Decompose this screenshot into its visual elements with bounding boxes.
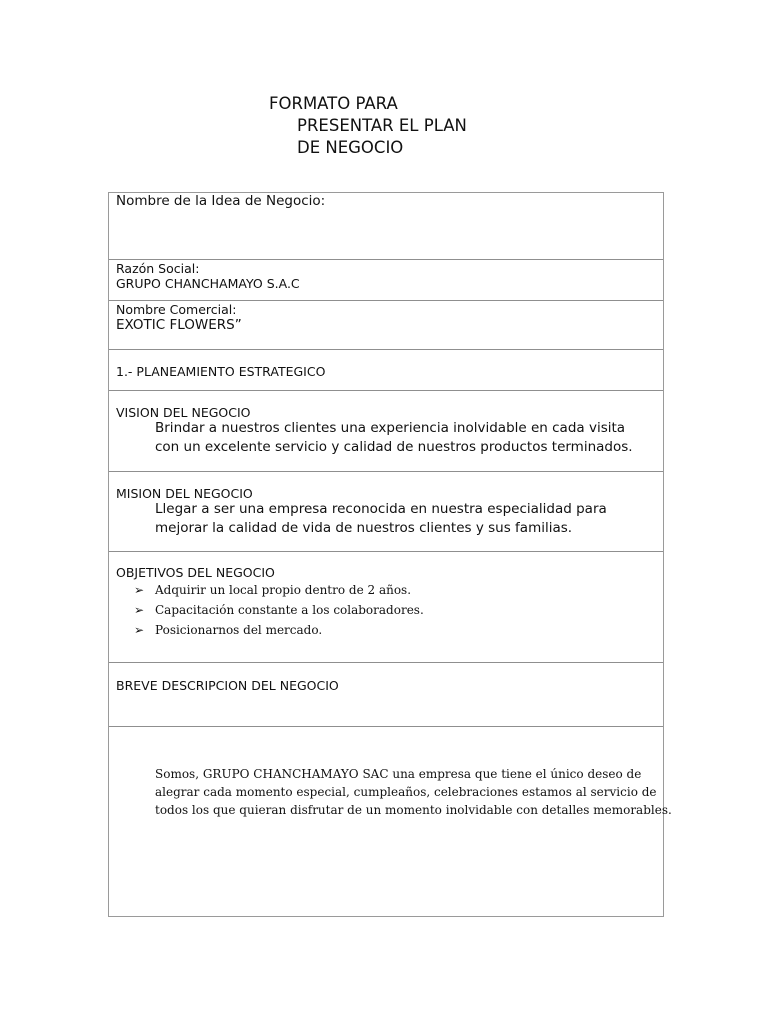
descripcion-line-2: alegrar cada momento especial, cumpleaños, celebraciones estamos al servicio de (155, 785, 657, 799)
objetivo-text: Adquirir un local propio dentro de 2 años. (155, 583, 412, 597)
arrowhead-bullet-icon: ➢ (134, 603, 145, 617)
descripcion-row (109, 727, 672, 916)
document-title (269, 93, 467, 159)
razon-social-value: GRUPO CHANCHAMAYO S.A.C (116, 276, 300, 291)
mision-line-2: mejorar la calidad de vida de nuestros clientes y sus familias. (155, 520, 573, 536)
list-item (134, 580, 424, 600)
list-item (134, 600, 424, 620)
mision-label: MISION DEL NEGOCIO (116, 486, 253, 501)
razon-social-label: Razón Social: (116, 261, 200, 276)
breve-row (109, 663, 663, 727)
arrowhead-bullet-icon: ➢ (134, 583, 145, 597)
vision-line-1: Brindar a nuestros clientes una experiencia inolvidable en cada visita (155, 420, 626, 436)
objetivos-label: OBJETIVOS DEL NEGOCIO (116, 565, 275, 580)
title-line-2: PRESENTAR EL PLAN (297, 116, 467, 135)
descripcion-line-1: Somos, GRUPO CHANCHAMAYO SAC una empresa que tiene el único deseo de (155, 767, 642, 781)
mision-text (155, 500, 607, 538)
descripcion-line-3: todos los que quieran disfrutar de un momento inolvidable con detalles memorables. (155, 803, 672, 817)
planeamiento-row (109, 350, 663, 391)
nombre-comercial-row (109, 301, 663, 350)
arrowhead-bullet-icon: ➢ (134, 623, 145, 637)
vision-row (109, 391, 663, 472)
vision-label: VISION DEL NEGOCIO (116, 405, 251, 420)
nombre-comercial-label: Nombre Comercial: (116, 302, 237, 317)
breve-label: BREVE DESCRIPCION DEL NEGOCIO (116, 678, 339, 693)
objetivos-list (134, 580, 424, 640)
objetivos-row (109, 552, 663, 663)
business-plan-form (108, 192, 672, 917)
idea-row (109, 193, 663, 260)
objetivo-text: Posicionarnos del mercado. (155, 623, 323, 637)
list-item (134, 620, 424, 640)
mision-line-1: Llegar a ser una empresa reconocida en nuestra especialidad para (155, 501, 607, 517)
descripcion-text (155, 765, 672, 819)
vision-line-2: con un excelente servicio y calidad de nuestros productos terminados. (155, 439, 633, 455)
title-line-3: DE NEGOCIO (297, 138, 404, 157)
objetivo-text: Capacitación constante a los colaboradores. (155, 603, 424, 617)
mision-row (109, 472, 663, 552)
idea-label: Nombre de la Idea de Negocio: (116, 193, 326, 209)
vision-text (155, 419, 633, 457)
nombre-comercial-value: EXOTIC FLOWERS” (116, 317, 242, 333)
title-line-1: FORMATO PARA (269, 94, 398, 113)
planeamiento-label: 1.- PLANEAMIENTO ESTRATEGICO (116, 364, 326, 379)
razon-social-row (109, 260, 663, 301)
